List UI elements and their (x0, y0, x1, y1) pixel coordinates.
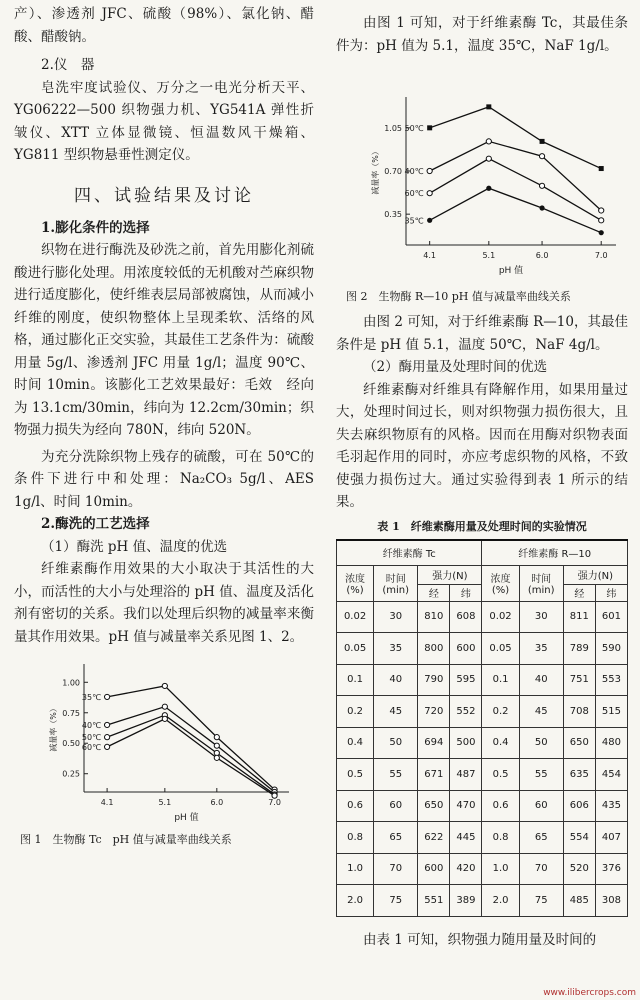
table-cell: 635 (563, 759, 595, 791)
table-cell: 810 (418, 601, 450, 633)
table-1-caption: 表 1 纤维素酶用量及处理时间的实验情况 (377, 519, 587, 533)
table-1 (336, 539, 628, 917)
data-point (486, 139, 491, 144)
section-heading-results: 四、试验结果及讨论 (74, 185, 254, 206)
data-point (104, 694, 109, 699)
table-header-conc: 浓度 (%) (482, 565, 519, 601)
table-cell: 800 (418, 633, 450, 665)
table-cell: 487 (450, 759, 482, 791)
table-cell: 708 (563, 696, 595, 728)
table-cell: 65 (519, 822, 563, 854)
table-cell: 75 (374, 885, 418, 917)
table-cell: 650 (418, 790, 450, 822)
table-cell: 35 (374, 633, 418, 665)
data-point (539, 154, 544, 159)
series-label: 35℃ (81, 692, 102, 702)
table-cell: 520 (563, 853, 595, 885)
data-point (162, 716, 167, 721)
table-group-header (337, 540, 628, 566)
table-cell: 470 (450, 790, 482, 822)
data-point (486, 186, 491, 191)
data-point (427, 168, 432, 173)
data-point (486, 156, 491, 161)
table-cell: 606 (563, 790, 595, 822)
table-cell: 480 (595, 727, 627, 759)
table-cell: 0.02 (337, 601, 374, 633)
table-cell: 0.2 (337, 696, 374, 728)
watermark: www.ilibercrops.com (543, 988, 636, 998)
data-point (427, 191, 432, 196)
table-header-time: 时间 (min) (374, 565, 418, 601)
x-tick-label: 7.0 (594, 251, 608, 260)
table-cell: 0.2 (482, 696, 519, 728)
table-cell: 30 (374, 601, 418, 633)
series-line (430, 188, 602, 232)
table-1-body (337, 601, 628, 916)
table-cell: 308 (595, 885, 627, 917)
table-header-time: 时间 (min) (519, 565, 563, 601)
table-cell: 751 (563, 664, 595, 696)
table-header-warp: 经 (563, 584, 595, 601)
table-cell: 389 (450, 885, 482, 917)
table-cell: 65 (374, 822, 418, 854)
series-line (430, 141, 602, 210)
figure-2-caption: 图 2 生物酶 R—10 pH 值与减量率曲线关系 (346, 290, 571, 303)
data-point (162, 704, 167, 709)
y-tick-label: 1.00 (62, 678, 80, 688)
table-cell: 720 (418, 696, 450, 728)
x-axis-label: pH 值 (174, 813, 199, 823)
table-cell: 50 (519, 727, 563, 759)
left-column (14, 0, 314, 848)
table-cell: 45 (519, 696, 563, 728)
y-tick-label: 0.35 (384, 210, 402, 220)
table-row (337, 759, 628, 791)
y-tick-label: 0.75 (62, 708, 80, 718)
table-header-weft: 纬 (595, 584, 627, 601)
table-cell: 30 (519, 601, 563, 633)
table-cell: 622 (418, 822, 450, 854)
paragraph-neutralization: 为充分洗除织物上残存的硫酸，可在 50℃的条件下进行中和处理：Na₂CO₃ 5g/l、AES 1g/l、时间 10min。 (14, 448, 314, 510)
paragraph-swelling: 织物在进行酶洗及砂洗之前，首先用膨化剂硫酸进行膨化处理。用浓度较低的无机酸对苎麻织物进行适度膨化，使纤维表层局部被腐蚀，从而减小纤维的刚度，使织物整体上呈现柔软、活络的风格，通过膨化正交实验，其最佳工艺条件为：硫酸用量 5g/l、渗透剂 JFC 用量 1g/l；温度 90℃、时间 10min。该膨化工艺效果最好：毛效 经向为 13.1cm/30min，纬向为 12.2cm/30min；织物强力损失为经向 780N，纬向 520N。 (14, 242, 314, 438)
table-cell: 789 (563, 633, 595, 665)
table-row (337, 601, 628, 633)
table-cell: 70 (374, 853, 418, 885)
y-axis-label: 减量率（%） (49, 704, 58, 752)
table-row (337, 790, 628, 822)
table-cell: 376 (595, 853, 627, 885)
table-cell: 0.6 (337, 790, 374, 822)
table-cell: 0.1 (482, 664, 519, 696)
series-line (107, 719, 274, 796)
data-point (539, 205, 544, 210)
series-label: 50℃ (81, 733, 102, 743)
heading-ph-temperature: （1）酶洗 pH 值、温度的优选 (41, 538, 228, 555)
paragraph-fig1-conclusion: 由图 1 可知，对于纤维素酶 Tc，其最佳条件为：pH 值为 5.1，温度 35℃，NaF 1g/l。 (336, 15, 628, 54)
x-tick-label: 6.0 (210, 798, 224, 807)
figure-1-chart (14, 658, 314, 830)
table-cell: 40 (374, 664, 418, 696)
table-cell: 0.05 (482, 633, 519, 665)
table-cell: 0.8 (337, 822, 374, 854)
data-point (104, 735, 109, 740)
data-point (599, 218, 604, 223)
y-tick-label: 0.70 (384, 167, 402, 176)
table-header-strength: 强力(N) (418, 565, 482, 584)
table-cell: 694 (418, 727, 450, 759)
table-cell: 70 (519, 853, 563, 885)
data-point (599, 230, 604, 235)
table-cell: 671 (418, 759, 450, 791)
table-row (337, 696, 628, 728)
series-label: 40℃ (81, 720, 102, 730)
table-group-r10: 纤维素酶 R—10 (482, 540, 628, 566)
table-row (337, 664, 628, 696)
paragraph-table-conclusion: 由表 1 可知，织物强力随用量及时间的 (363, 931, 597, 948)
table-column-header (337, 565, 628, 584)
table-cell: 55 (519, 759, 563, 791)
table-row (337, 822, 628, 854)
series-label: 60℃ (404, 189, 424, 199)
table-cell: 650 (563, 727, 595, 759)
paragraph-instruments: 皂洗牢度试验仪、万分之一电光分析天平、YG06222—500 织物强力机、YG541A 弹性折皱仪、XTT 立体显微镜、恒温数风干燥箱、YG811 型织物悬垂性测定仪。 (14, 79, 314, 163)
data-point (599, 208, 604, 213)
y-tick-label: 1.05 (384, 123, 402, 133)
table-cell: 2.0 (482, 885, 519, 917)
table-row (337, 633, 628, 665)
table-header-strength: 强力(N) (563, 565, 627, 584)
table-cell: 595 (450, 664, 482, 696)
table-cell: 0.8 (482, 822, 519, 854)
table-group-tc: 纤维素酶 Tc (337, 540, 482, 566)
x-axis-label: pH 值 (498, 266, 524, 276)
x-tick-label: 6.0 (535, 251, 549, 260)
table-cell: 60 (519, 790, 563, 822)
table-cell: 0.1 (337, 664, 374, 696)
table-cell: 601 (595, 601, 627, 633)
table-cell: 485 (563, 885, 595, 917)
table-cell: 0.4 (337, 727, 374, 759)
table-row (337, 853, 628, 885)
table-cell: 0.02 (482, 601, 519, 633)
y-tick-label: 0.50 (62, 739, 80, 749)
table-cell: 60 (374, 790, 418, 822)
data-point (214, 755, 219, 760)
table-cell: 1.0 (482, 853, 519, 885)
series-label: 60℃ (81, 742, 102, 752)
table-cell: 35 (519, 633, 563, 665)
data-point (427, 125, 432, 130)
data-point (104, 744, 109, 749)
series-label: 50℃ (404, 123, 424, 133)
table-cell: 554 (563, 822, 595, 854)
table-cell: 75 (519, 885, 563, 917)
figure-1-caption: 图 1 生物酶 Tc pH 值与减量率曲线关系 (20, 833, 232, 846)
table-cell: 0.5 (482, 759, 519, 791)
series-line (430, 159, 602, 221)
table-cell: 600 (418, 853, 450, 885)
paragraph-ph-temperature: 纤维素酶作用效果的大小取决于其活性的大小，而活性的大小与处理浴的 pH 值、温度及活化剂有密切的关系。我们以处理后织物的减量率来衡量其作用效果。pH 值与减量率关系见图 1、2。 (14, 561, 314, 645)
table-cell: 551 (418, 885, 450, 917)
y-tick-label: 0.25 (62, 769, 80, 779)
table-cell: 790 (418, 664, 450, 696)
series-label: 35℃ (404, 216, 424, 226)
data-point (272, 793, 277, 798)
heading-dosage-time: （2）酶用量及处理时间的优选 (363, 359, 548, 375)
data-point (104, 722, 109, 727)
figure-2-chart (336, 87, 628, 287)
y-axis-label: 减量率（%） (371, 147, 380, 195)
data-point (214, 735, 219, 740)
heading-enzyme-process: 2.酶洗的工艺选择 (41, 516, 150, 532)
x-tick-label: 4.1 (423, 251, 437, 260)
table-cell: 500 (450, 727, 482, 759)
table-cell: 811 (563, 601, 595, 633)
figure-2 (336, 87, 628, 287)
data-point (162, 683, 167, 688)
data-point (540, 139, 545, 144)
table-cell: 608 (450, 601, 482, 633)
table-cell: 454 (595, 759, 627, 791)
data-point (539, 183, 544, 188)
table-cell: 407 (595, 822, 627, 854)
table-cell: 40 (519, 664, 563, 696)
table-row (337, 885, 628, 917)
table-cell: 0.6 (482, 790, 519, 822)
data-point (427, 218, 432, 223)
table-cell: 0.05 (337, 633, 374, 665)
table-cell: 420 (450, 853, 482, 885)
x-tick-label: 7.0 (268, 798, 281, 807)
table-cell: 552 (450, 696, 482, 728)
data-point (214, 743, 219, 748)
table-header-conc: 浓度 (%) (337, 565, 374, 601)
x-tick-label: 4.1 (100, 798, 114, 807)
heading-swelling-conditions: 1.膨化条件的选择 (41, 219, 150, 236)
table-cell: 2.0 (337, 885, 374, 917)
table-cell: 553 (595, 664, 627, 696)
table-cell: 1.0 (337, 853, 374, 885)
paragraph-materials-end: 产）、渗透剂 JFC、硫酸（98%）、氯化钠、醋酸、醋酸钠。 (14, 6, 314, 45)
x-tick-label: 5.1 (482, 251, 496, 260)
paragraph-fig2-conclusion: 由图 2 可知，对于纤维素酶 R—10，其最佳条件是 pH 值 5.1，温度 50℃，NaF 4g/l。 (336, 314, 628, 353)
table-cell: 515 (595, 696, 627, 728)
x-tick-label: 5.1 (158, 798, 172, 807)
series-line (430, 107, 602, 169)
table-row (337, 727, 628, 759)
table-cell: 590 (595, 633, 627, 665)
data-point (486, 104, 491, 109)
figure-1 (14, 658, 314, 830)
table-header-weft: 纬 (450, 584, 482, 601)
table-cell: 445 (450, 822, 482, 854)
table-cell: 435 (595, 790, 627, 822)
heading-instruments: 2.仪 器 (41, 57, 95, 73)
series-line (107, 715, 274, 794)
table-cell: 50 (374, 727, 418, 759)
right-column (336, 0, 628, 951)
data-point (599, 166, 604, 171)
table-cell: 0.5 (337, 759, 374, 791)
table-cell: 0.4 (482, 727, 519, 759)
table-cell: 600 (450, 633, 482, 665)
series-label: 40℃ (404, 167, 424, 176)
paragraph-dosage-time: 纤维素酶对纤维具有降解作用，如果用量过大，处理时间过长，则对织物强力损伤很大，且失去麻织物原有的风格。因而在用酶对织物表面毛羽起作用的同时，亦应考虑织物的风格，不致使强力损伤过大。通过实验得到表 1 所示的结果。 (336, 381, 628, 510)
table-cell: 45 (374, 696, 418, 728)
table-cell: 55 (374, 759, 418, 791)
table-header-warp: 经 (418, 584, 450, 601)
